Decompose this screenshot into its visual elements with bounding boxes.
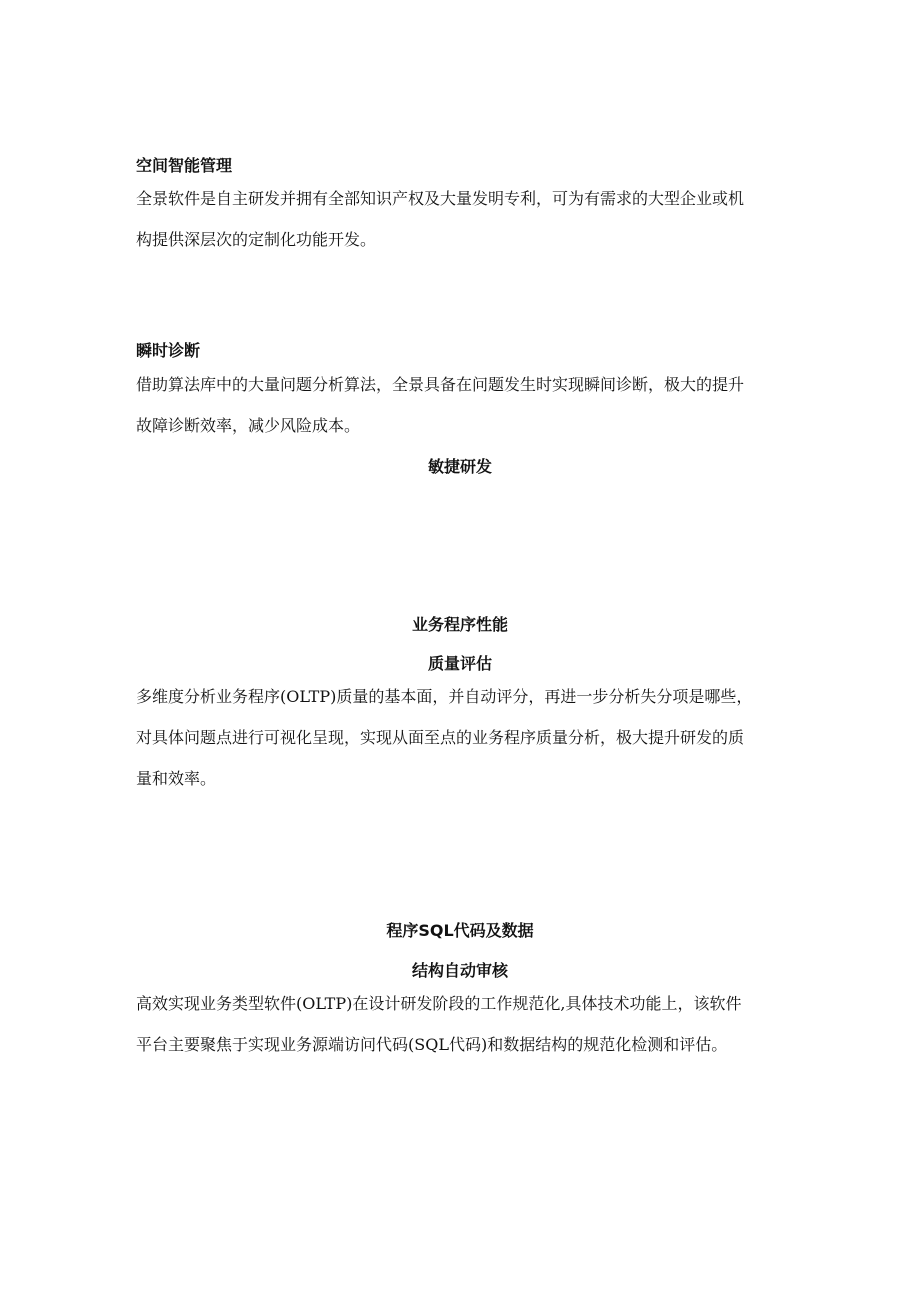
paragraph-line: 对具体问题点进行可视化呈现，实现从面至点的业务程序质量分析，极大提升研发的质	[136, 728, 745, 747]
section-paragraph-space-management	[136, 189, 796, 250]
section-heading-space-management: 空间智能管理	[136, 156, 233, 175]
section-heading-sql-audit-line2: 结构自动审核	[411, 961, 508, 980]
paragraph-line: 借助算法库中的大量问题分析算法，全景具备在问题发生时实现瞬间诊断，极大的提升	[136, 375, 745, 394]
section-paragraph-program-performance	[136, 687, 796, 789]
section-paragraph-instant-diagnosis	[136, 375, 796, 436]
paragraph-line: 全景软件是自主研发并拥有全部知识产权及大量发明专利，可为有需求的大型企业或机	[136, 189, 745, 208]
section-heading-program-performance-line2: 质量评估	[427, 654, 492, 673]
paragraph-line: 高效实现业务类型软件(OLTP)在设计研发阶段的工作规范化,具体技术功能上，该软件	[136, 994, 742, 1013]
section-heading-program-performance-line1: 业务程序性能	[411, 615, 508, 634]
section-heading-sql-audit-line1: 程序SQL代码及数据	[386, 921, 534, 940]
paragraph-line: 故障诊断效率，减少风险成本。	[136, 416, 361, 435]
section-heading-agile-development: 敏捷研发	[427, 457, 492, 476]
paragraph-line: 量和效率。	[136, 769, 217, 788]
section-paragraph-sql-audit	[136, 994, 796, 1055]
paragraph-line: 平台主要聚焦于实现业务源端访问代码(SQL代码)和数据结构的规范化检测和评估。	[136, 1035, 728, 1054]
section-heading-instant-diagnosis: 瞬时诊断	[136, 341, 201, 360]
paragraph-line: 构提供深层次的定制化功能开发。	[136, 230, 377, 249]
paragraph-line: 多维度分析业务程序(OLTP)质量的基本面，并自动评分，再进一步分析失分项是哪些，	[136, 687, 753, 706]
